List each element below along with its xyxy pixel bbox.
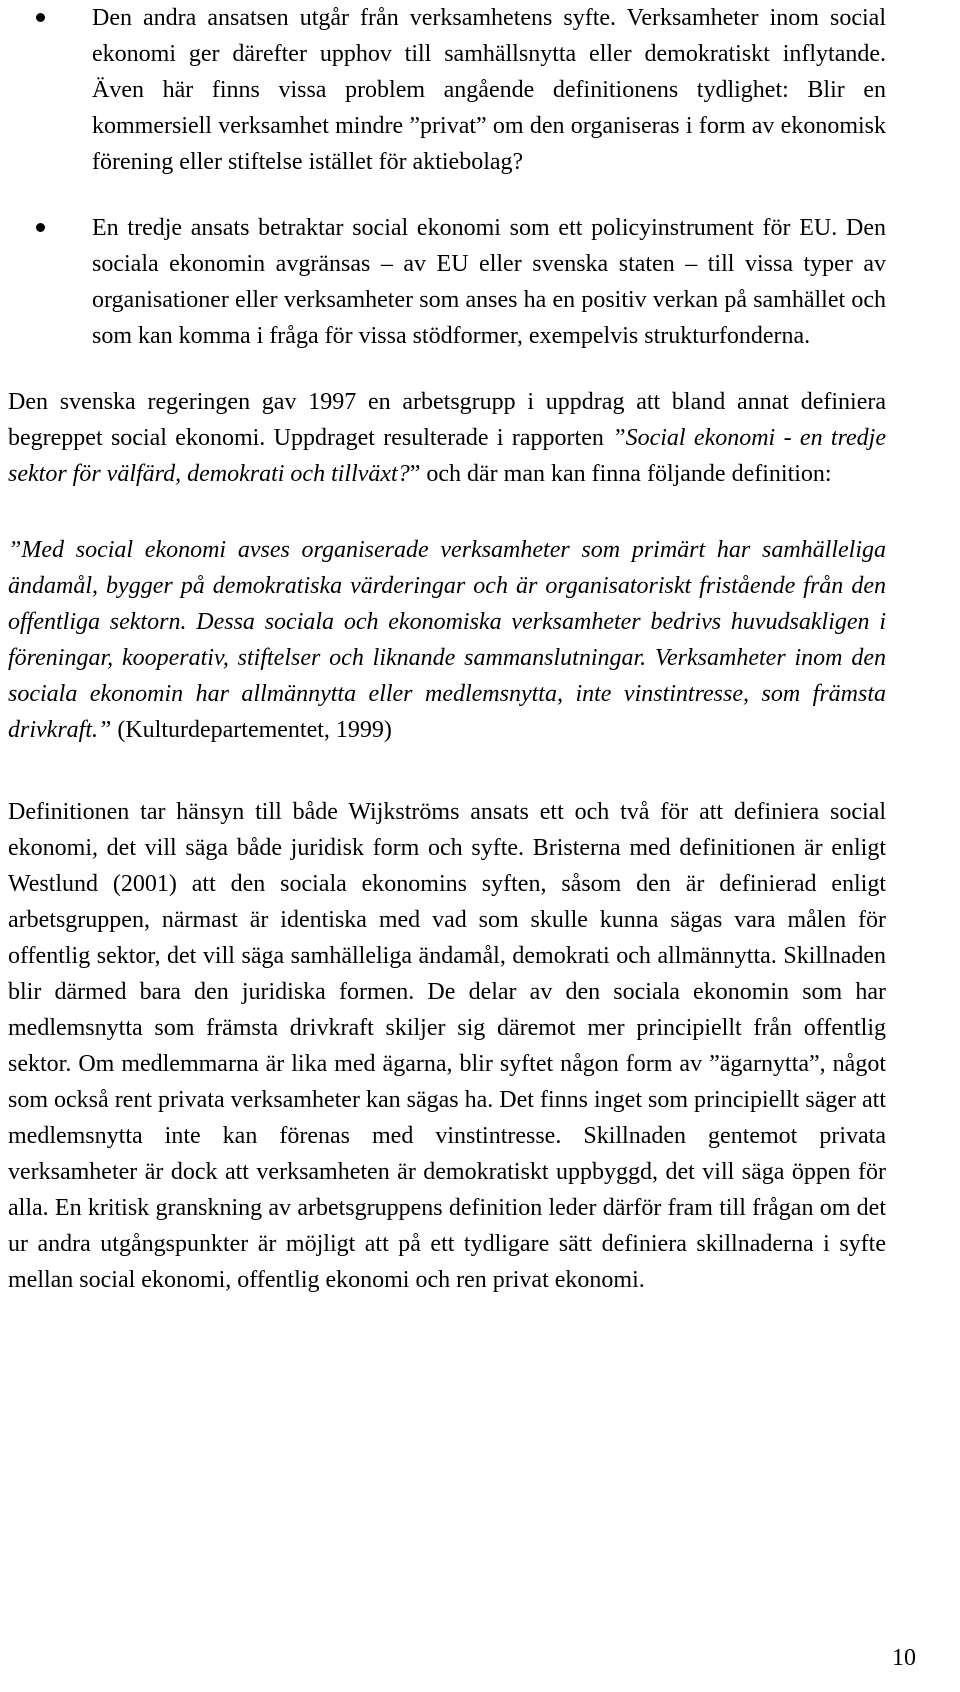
page-number: 10 <box>892 1645 916 1671</box>
quote-text: ”Med social ekonomi avses organiserade verksamheter som primärt har samhälleliga ändamål, bygger på demokratiska värderingar och är organisatoriskt fristående från den offentliga sektorn. Dessa sociala och ekonomiska verksamheter bedrivs huvudsakligen i föreningar, kooperativ, stiftelser och liknande sammanslutningar. Verksamheter inom den sociala ekonomin har allmännytta eller medlemsnytta, inte vinstintresse, som främsta drivkraft.” <box>8 537 886 743</box>
quote-citation: (Kulturdepartementet, 1999) <box>111 717 392 743</box>
list-item <box>8 0 886 180</box>
paragraph-text: Den svenska regeringen gav 1997 en arbetsgrupp i uppdrag att bland annat definiera begreppet social ekonomi. Uppdraget resulterade i rapporten <box>8 389 886 451</box>
paragraph-text: Definitionen tar hänsyn till både Wijkströms ansats ett och två för att definiera social ekonomi, det vill säga både juridisk form och syfte. Bristerna med definitionen är enligt Westlund (2001) att den sociala ekonomins syften, såsom den är definierad enligt arbetsgruppen, närmast är identiska med vad som skulle kunna sägas vara målen för offentlig sektor, det vill säga samhälleliga ändamål, demokrati och allmännytta. Skillnaden blir därmed bara den juridiska formen. De delar av den sociala ekonomin som har medlemsnytta som främsta drivkraft skiljer sig däremot mer principiellt från offentlig sektor. Om medlemmarna är lika med ägarna, blir syftet någon form av ”ägarnytta”, något som också rent privata verksamheter kan sägas ha. Det finns inget som principiellt säger att medlemsnytta inte kan förenas med vinstintresse. Skillnaden gentemot privata verksamheter är dock att verksamheten är demokratiskt uppbyggd, det vill säga öppen för alla. En kritisk granskning av arbetsgruppens definition leder därför fram till frågan om det ur andra utgångspunkter är möjligt att på ett tydligare sätt definiera skillnaderna i syfte mellan social ekonomi, offentlig ekonomi och ren privat ekonomi. <box>8 799 886 1293</box>
paragraph-text: ” och där man kan finna följande definition: <box>409 461 832 487</box>
report-title: ”Social ekonomi - en tredje sektor för välfärd, demokrati och tillväxt? <box>8 425 887 487</box>
bullet-dot-icon <box>36 223 45 232</box>
block-quote <box>8 532 886 748</box>
bullet-dot-icon <box>36 13 45 22</box>
page-content <box>8 0 886 1298</box>
paragraph-government-definition <box>8 384 886 492</box>
list-item <box>8 210 886 354</box>
paragraph-critique <box>8 794 886 1298</box>
list-item-text: En tredje ansats betraktar social ekonomi som ett policyinstrument för EU. Den sociala ekonomin avgränsas – av EU eller svenska staten – till vissa typer av organisationer eller verksamheter som anses ha en positiv verkan på samhället och som kan komma i fråga för vissa stödformer, exempelvis strukturfonderna. <box>92 215 886 349</box>
list-item-text: Den andra ansatsen utgår från verksamhetens syfte. Verksamheter inom social ekonomi ger därefter upphov till samhällsnytta eller demokratiskt inflytande. Även här finns vissa problem angående definitionens tydlighet: Blir en kommersiell verksamhet mindre ”privat” om den organiseras i form av ekonomisk förening eller stiftelse istället för aktiebolag? <box>92 5 886 175</box>
bullet-list <box>8 0 886 354</box>
